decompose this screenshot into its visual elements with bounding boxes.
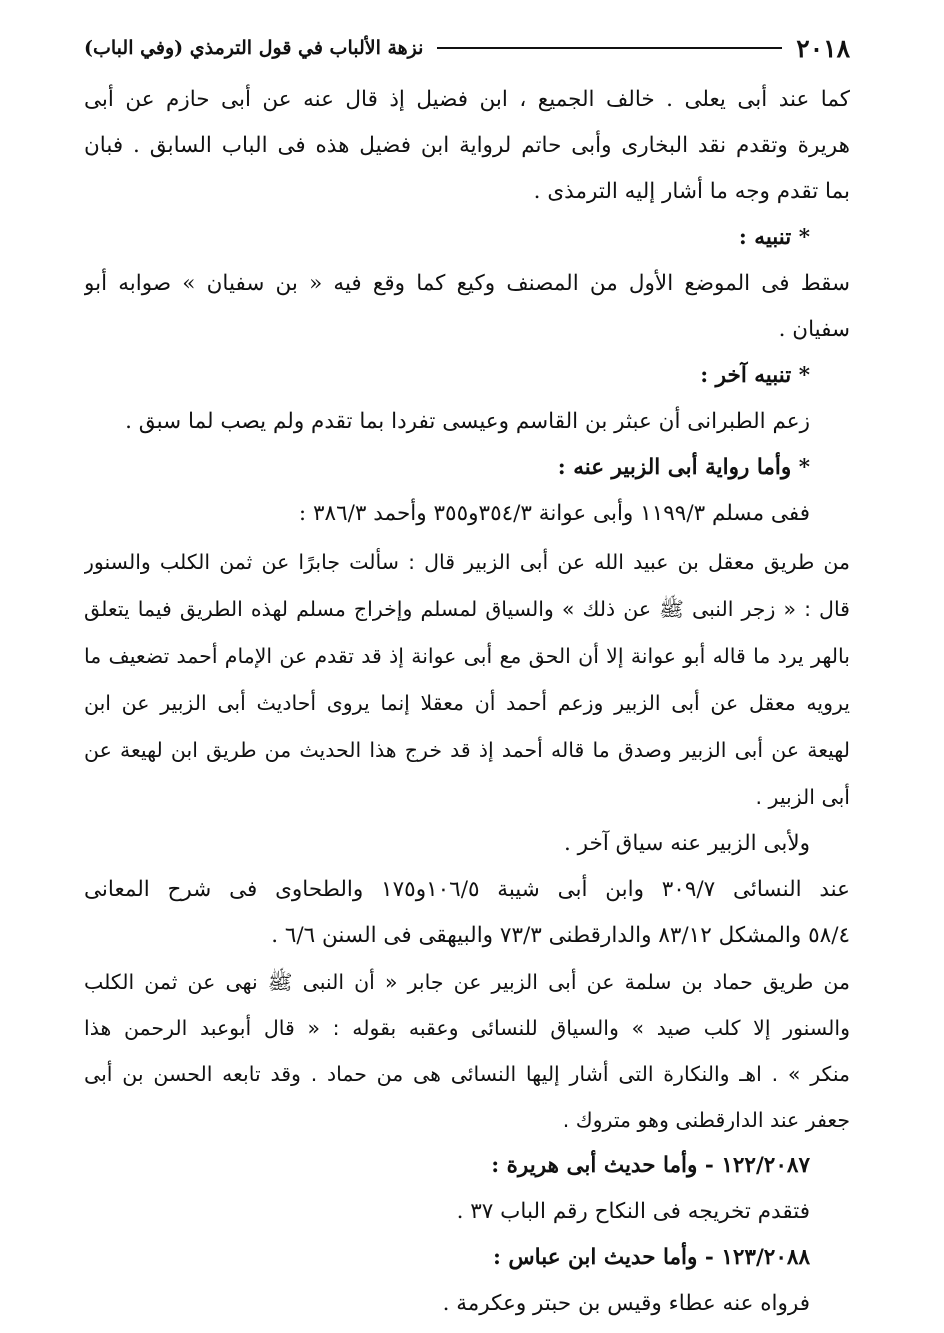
text-line: بالهر يرد ما قاله أبو عوانة إلا أن الحق مع أبى عوانة إذ قد تقدم عن الإمام أحمد تضعيف ما xyxy=(84,644,850,668)
section-heading: ١٢٣/٢٠٨٨ - وأما حديث ابن عباس : xyxy=(493,1245,810,1270)
text-line: قال : « زجر النبى ﷺ عن ذلك » والسياق لمسلم وإخراج مسلم لهذه الطريق فيما يتعلق xyxy=(84,597,850,621)
text-line: فرواه عنه عطاء وقيس بن حبتر وعكرمة . xyxy=(442,1291,810,1316)
text-line: أبى الزبير . xyxy=(755,785,850,809)
text-line: سقط فى الموضع الأول من المصنف وكيع كما وقع فيه « بن سفيان » صوابه أبو xyxy=(84,271,850,296)
text-line: والسنور إلا كلب صيد » والسياق للنسائى وعقبه بقوله : « قال أبوعبد الرحمن هذا xyxy=(84,1016,850,1040)
header-rule xyxy=(437,47,782,49)
text-line: فتقدم تخريجه فى النكاح رقم الباب ٣٧ . xyxy=(456,1199,810,1224)
text-line: ففى مسلم ١١٩٩/٣ وأبى عوانة ٣٥٤/٣و٣٥٥ وأحمد ٣٨٦/٣ : xyxy=(298,501,810,526)
text-line: سفيان . xyxy=(778,317,850,342)
running-title: نزهة الألباب في قول الترمذي (وفي الباب) xyxy=(84,37,424,59)
text-line: ولأبى الزبير عنه سياق آخر . xyxy=(564,831,810,856)
text-line: عند النسائى ٣٠٩/٧ وابن أبى شيبة ١٠٦/٥و١٧٥ والطحاوى فى شرح المعانى xyxy=(84,877,850,902)
note-heading: * تنبيه آخر : xyxy=(700,363,810,388)
text-line: منكر » . اهـ والنكارة التى أشار إليها النسائى هى من حماد . وقد تابعه الحسن بن أبى xyxy=(84,1062,850,1086)
text-line: هريرة وتقدم نقد البخارى وأبى حاتم لرواية ابن فضيل هذه فى الباب السابق . فبان xyxy=(84,133,850,158)
text-line: لهيعة عن أبى الزبير وصدق ما قاله أحمد إذ قد خرج هذا الحديث من طريق ابن لهيعة عن xyxy=(84,738,850,762)
text-line: جعفر عند الدارقطنى وهو متروك . xyxy=(562,1108,850,1132)
section-heading: * وأما رواية أبى الزبير عنه : xyxy=(557,455,810,480)
text-line: ٥٨/٤ والمشكل ٨٣/١٢ والدارقطنى ٧٣/٣ والبيهقى فى السنن ٦/٦ . xyxy=(271,923,850,948)
text-line: من طريق معقل بن عبيد الله عن أبى الزبير قال : سألت جابرًا عن ثمن الكلب والسنور xyxy=(84,550,850,574)
note-heading: * تنبيه : xyxy=(738,225,810,250)
text-line: بما تقدم وجه ما أشار إليه الترمذى . xyxy=(533,179,850,204)
page-number: ٢٠١٨ xyxy=(796,33,850,63)
text-line: كما عند أبى يعلى . خالف الجميع ، ابن فضيل إذ قال عنه عن أبى حازم عن أبى xyxy=(84,87,850,112)
text-line: زعم الطبرانى أن عبثر بن القاسم وعيسى تفردا بما تقدم ولم يصب لما سبق . xyxy=(125,409,810,434)
text-line: يرويه معقل عن أبى الزبير وزعم أحمد أن معقلا إنما يروى أحاديث أبى الزبير عن ابن xyxy=(84,691,850,715)
text-line: من طريق حماد بن سلمة عن أبى الزبير عن جابر « أن النبى ﷺ نهى عن ثمن الكلب xyxy=(84,970,850,994)
page-header xyxy=(84,28,850,68)
section-heading: ١٢٢/٢٠٨٧ - وأما حديث أبى هريرة : xyxy=(491,1153,810,1178)
